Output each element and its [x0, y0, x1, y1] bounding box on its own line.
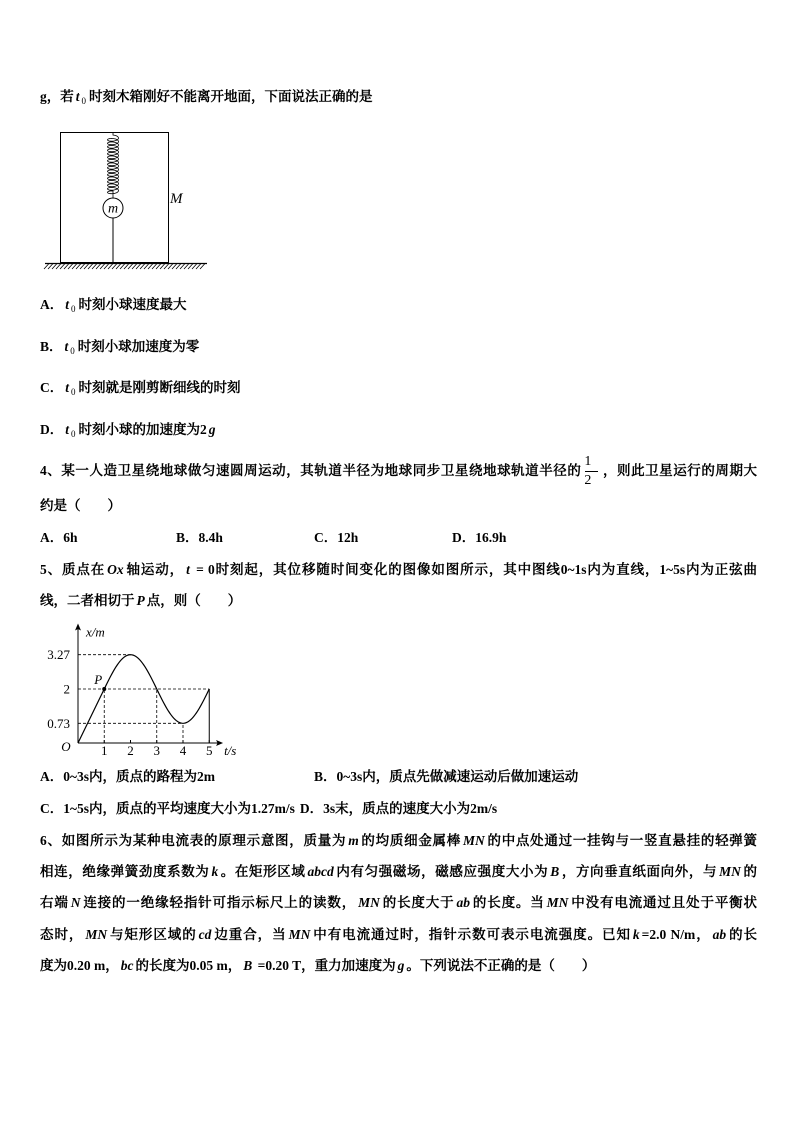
q6-stem-line-1 [40, 832, 757, 850]
subscript: 0 [71, 387, 76, 397]
spring [108, 132, 119, 198]
text-run: 时刻小球速度最大 [78, 297, 187, 312]
math-symbol: t [65, 380, 70, 395]
subscript: 0 [70, 346, 75, 356]
text-run: =2.0 N/m， [641, 927, 711, 942]
box-label: M [170, 191, 183, 207]
q5-stem-line-1 [40, 561, 757, 579]
x-tick-label: 1 [101, 743, 108, 758]
point-p-label: P [94, 672, 103, 687]
math-symbol: MN [358, 895, 380, 910]
ground-hatching [44, 264, 205, 270]
q6-stem-line-5 [40, 957, 595, 975]
x-tick-label: 2 [127, 743, 134, 758]
q4-stem-after: ，则此卫星运行的周期大 [602, 463, 758, 478]
q4-option-c: C．12h [314, 530, 359, 545]
q3-option-d [40, 421, 218, 439]
text-run: 的长 [728, 927, 758, 942]
q4-option-a: A．6h [40, 530, 78, 545]
displacement-time-graph [30, 615, 265, 765]
text-run: 时刻木箱刚好不能离开地面，下面说法正确的是 [89, 89, 373, 104]
text-run: C． [40, 380, 64, 395]
series-line-linear [78, 689, 104, 743]
text-run: 与矩形区域的 [109, 927, 197, 942]
text-run: g，若 [40, 89, 74, 104]
q4-option-d: D．16.9h [452, 530, 507, 545]
text-run: 的长度大于 [381, 895, 455, 910]
text-run: 线，二者相切于 [40, 593, 135, 608]
fraction-bar [585, 471, 598, 472]
math-symbol: P [136, 593, 145, 608]
text-run: 的均质细金属棒 [360, 833, 461, 848]
math-symbol: t [65, 422, 70, 437]
box-spring-figure [40, 125, 215, 275]
q5-stem-line-2 [40, 592, 241, 610]
text-run: 轴运动， [125, 562, 185, 577]
text-run: 。下列说法不正确的是（ ） [406, 958, 596, 973]
text-run: = 0时刻起，其位移随时间变化的图像如图所示，其中图线0~1s内为直线，1~5s内为正弦曲 [191, 562, 758, 577]
q5-option-b: B．0~3s内，质点先做减速运动后做加速运动 [314, 769, 579, 784]
text-run: 的 [742, 864, 758, 879]
text-run: 内有匀强磁场，磁感应强度大小为 [335, 864, 549, 879]
math-symbol: t [186, 562, 190, 577]
math-symbol: MN [288, 927, 311, 942]
math-symbol: m [348, 833, 359, 848]
text-run: ，方向垂直纸面向外，与 [561, 864, 718, 879]
ball-label: m [107, 201, 119, 217]
text-run: 的长度为0.05 m， [135, 958, 242, 973]
subscript: 0 [71, 429, 76, 439]
origin-label: O [61, 739, 71, 754]
math-symbol: ab [456, 895, 470, 910]
q4-stem-line-1 [40, 454, 758, 488]
text-run: 中没有电流通过且处于平衡状 [570, 895, 758, 910]
subscript: 0 [81, 96, 87, 106]
y-tick-label: 0.73 [47, 715, 70, 731]
y-tick-label: 3.27 [47, 647, 70, 663]
text-run: 时刻就是刚剪断细线的时刻 [78, 380, 241, 395]
math-symbol: g [397, 958, 405, 973]
text-run: 度为0.20 m， [40, 958, 119, 973]
math-symbol: N [70, 895, 81, 910]
text-run: 点，则（ ） [146, 593, 242, 608]
math-symbol: t [65, 297, 70, 312]
math-symbol: k [632, 927, 640, 942]
wooden-box [61, 133, 169, 263]
text-run: =0.20 T，重力加速度为 [254, 958, 396, 973]
q3-option-a [40, 296, 187, 314]
x-tick-label: 4 [179, 743, 187, 758]
math-symbol: ab [712, 927, 727, 942]
q5-option-a: A．0~3s内，质点的路程为2m [40, 769, 216, 784]
math-symbol: t [64, 339, 69, 354]
text-run: 右端 [40, 895, 69, 910]
math-symbol: MN [546, 895, 569, 910]
math-symbol: Ox [107, 562, 124, 577]
text-run: 的长度。当 [472, 895, 545, 910]
math-symbol: B [243, 958, 253, 973]
math-symbol: abcd [307, 864, 334, 879]
math-symbol: t [75, 89, 80, 104]
math-symbol: k [211, 864, 219, 879]
x-tick-label: 5 [206, 743, 213, 758]
text-run: B． [40, 339, 63, 354]
text-run: 态时， [40, 927, 84, 942]
fraction-numerator: 1 [584, 454, 592, 469]
q4-stem-line-2: 约是（ ） [40, 498, 121, 513]
q6-stem-line-4 [40, 926, 757, 944]
y-axis-label: x/m [86, 624, 105, 640]
text-run: 。在矩形区域 [220, 864, 306, 879]
q3-option-b [40, 338, 199, 356]
subscript: 0 [71, 304, 76, 314]
q5-option-c: C．1~5s内，质点的平均速度大小为1.27m/s [40, 801, 295, 816]
y-tick-label: 2 [63, 681, 70, 697]
text-run: A． [40, 297, 64, 312]
math-symbol: g [208, 422, 216, 437]
text-run: 边重合，当 [213, 927, 287, 942]
point-p [102, 687, 106, 691]
text-run: 5、质点在 [40, 562, 106, 577]
q5-options-row-2 [40, 800, 497, 818]
math-symbol: MN [719, 864, 741, 879]
math-symbol: bc [120, 958, 134, 973]
q3-option-c [40, 379, 241, 397]
fraction-denominator: 2 [584, 473, 592, 488]
math-symbol: B [550, 864, 560, 879]
q3-stem-line [40, 88, 373, 106]
x-tick-label: 3 [153, 743, 160, 758]
text-run: 6、如图所示为某种电流表的原理示意图，质量为 [40, 833, 347, 848]
text-run: 相连，绝缘弹簧劲度系数为 [40, 864, 210, 879]
text-run: 连接的一绝缘轻指针可指示标尺上的读数， [82, 895, 357, 910]
fraction-one-half [584, 454, 599, 488]
text-run: 时刻小球的加速度为2 [78, 422, 207, 437]
q4-option-b: B．8.4h [176, 530, 223, 545]
math-symbol: MN [463, 833, 485, 848]
text-run: 的中点处通过一挂钩与一竖直悬挂的轻弹簧 [486, 833, 758, 848]
q6-stem-line-3 [40, 894, 757, 912]
text-run: 时刻小球加速度为零 [77, 339, 200, 354]
text-run: D． [40, 422, 64, 437]
q6-stem-line-2 [40, 863, 757, 881]
math-symbol: cd [198, 927, 212, 942]
q5-option-d: D．3s末，质点的速度大小为2m/s [299, 801, 498, 816]
math-symbol: MN [85, 927, 108, 942]
text-run: 中有电流通过时，指针示数可表示电流强度。已知 [312, 927, 631, 942]
q4-stem-before: 4、某一人造卫星绕地球做匀速圆周运动，其轨道半径为地球同步卫星绕地球轨道半径的 [40, 463, 582, 478]
x-axis-label: t/s [224, 743, 237, 758]
